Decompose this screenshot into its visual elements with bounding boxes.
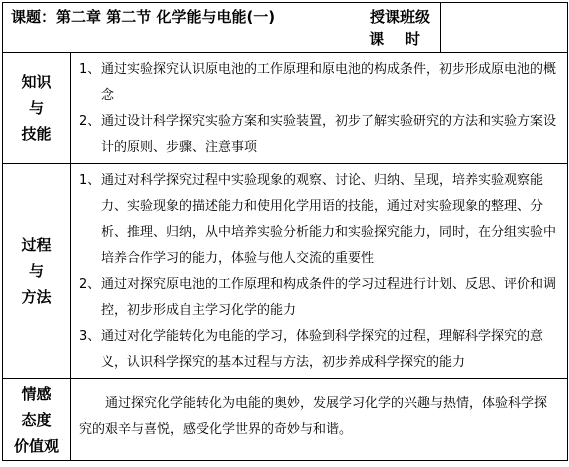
header-cell [3,3,441,53]
list-item [79,272,559,324]
item-text: 通过实验探究认识原电池的工作原理和原电池的构成条件，初步形成原电池的概念 [101,62,557,103]
category-line: 方法 [21,288,52,306]
item-number: 1、 [79,173,101,188]
knowledge-content [71,53,568,164]
header-row [3,3,568,53]
category-line: 情感 [21,384,52,403]
list-item [79,168,559,272]
list-item [79,57,559,109]
item-text: 通过对化学能转化为电能的学习，体验到科学探究的过程，理解科学探究的意义，认识科学探究的基本过程与方法，初步养成科学探究的能力 [101,329,544,370]
item-number: 1、 [79,62,101,77]
item-text: 通过对科学探究过程中实验现象的观察、讨论、归纳、呈现，培养实验观察能力、实验现象的描述能力和使用化学用语的技能，通过对实验现象的整理、分析、推理、归纳，从中培养实验分析能力和实验探究能力，同时，在分组实验中培养合作学习的能力，体验与他人交流的重要性 [101,173,557,266]
process-row [3,164,568,379]
list-item [79,109,559,161]
class-label: 授课班级 [370,8,431,26]
attitude-content [71,379,568,461]
item-text: 通过对探究原电池的工作原理和构成条件的学习过程进行计划、反思、评价和调控，初步形成自主学习化学的能力 [101,277,557,318]
attitude-category [3,379,71,461]
item-text: 通过设计科学探究实验方案和实验装置，初步了解实验研究的方法和实验方案设计的原则、步骤、注意事项 [101,114,557,155]
process-category [3,164,71,379]
attitude-row [3,379,568,461]
knowledge-row [3,53,568,164]
item-number: 2、 [79,277,101,292]
lesson-title: 课题：第二章 第二节 化学能与电能(一) [11,8,276,26]
item-number: 3、 [79,329,101,344]
item-number: 2、 [79,114,101,129]
category-line: 与 [28,262,44,280]
category-line: 知识 [21,73,52,91]
list-item [79,324,559,376]
lesson-plan-table [2,2,568,461]
class-value-cell [441,3,568,53]
knowledge-category [3,53,71,164]
category-line: 态度 [21,410,52,429]
category-line: 过程 [21,236,52,254]
attitude-text: 通过探究化学能转化为电能的奥妙，发展学习化学的兴趣与热情，体验科学探究的艰辛与喜悦，感受化学世界的奇妙与和谐。 [79,396,548,437]
hours-label: 课 时 [369,30,421,48]
category-line: 价值观 [13,436,59,455]
process-content [71,164,568,379]
category-line: 与 [28,99,44,117]
category-line: 技能 [21,125,52,143]
